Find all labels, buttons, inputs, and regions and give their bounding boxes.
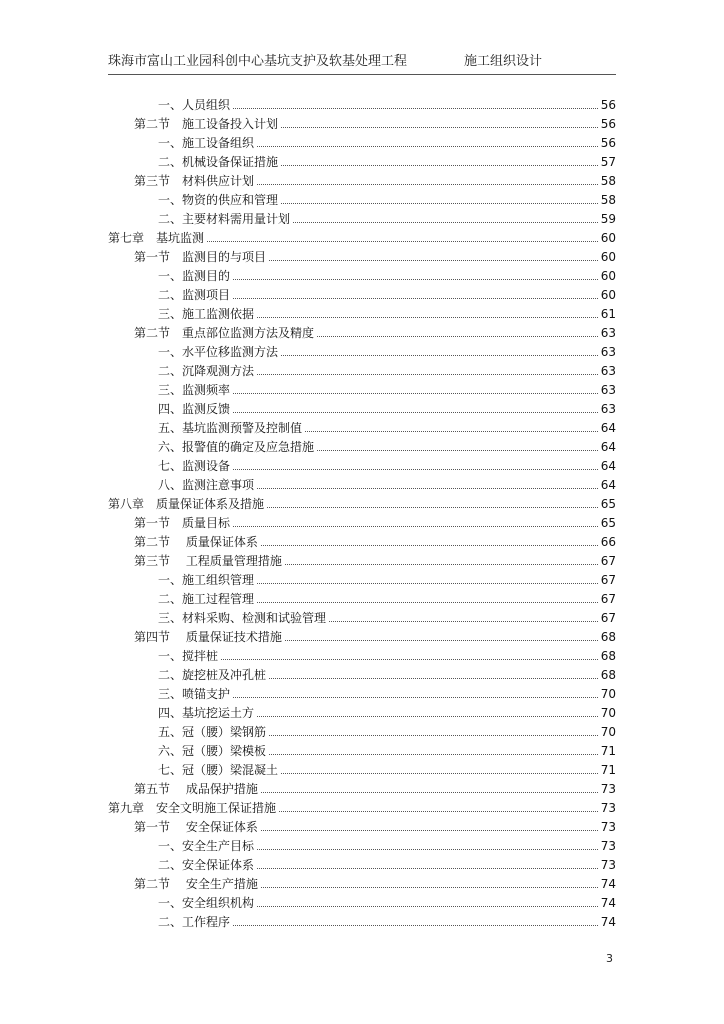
toc-entry[interactable] <box>158 910 616 929</box>
dot-leader <box>207 240 598 242</box>
toc-entry-label: 二、旋挖桩及冲孔桩 <box>158 668 267 682</box>
toc-entry-label: 第一节 质量目标 <box>134 516 231 530</box>
toc-entry[interactable] <box>158 264 616 283</box>
toc-entry[interactable] <box>158 378 616 397</box>
dot-leader <box>317 335 598 337</box>
toc-entry-label: 第二节 施工设备投入计划 <box>134 117 279 131</box>
dot-leader <box>257 867 598 869</box>
toc-entry-page: 64 <box>600 459 616 473</box>
toc-entry-page: 60 <box>600 250 616 264</box>
toc-entry-label: 二、施工过程管理 <box>158 592 255 606</box>
toc-entry-label: 第二节 质量保证体系 <box>134 535 258 549</box>
toc-entry-page: 57 <box>600 155 616 169</box>
toc-entry-label: 一、安全生产目标 <box>158 839 255 853</box>
toc-entry-page: 63 <box>600 402 616 416</box>
dot-leader <box>257 582 598 584</box>
document-type: 施工组织设计 <box>464 54 543 69</box>
dot-leader <box>269 734 598 736</box>
dot-leader <box>261 829 598 831</box>
toc-entry-page: 56 <box>600 117 616 131</box>
toc-entry[interactable] <box>134 872 616 891</box>
dot-leader <box>257 848 598 850</box>
dot-leader <box>257 487 598 489</box>
toc-entry-label: 第八章 质量保证体系及措施 <box>108 497 265 511</box>
toc-entry[interactable] <box>158 150 616 169</box>
toc-entry[interactable] <box>158 188 616 207</box>
toc-entry[interactable] <box>158 359 616 378</box>
toc-entry-label: 一、人员组织 <box>158 98 231 112</box>
dot-leader <box>293 221 598 223</box>
toc-entry-page: 71 <box>600 763 616 777</box>
toc-entry-page: 70 <box>600 725 616 739</box>
toc-entry-label: 二、监测项目 <box>158 288 231 302</box>
toc-entry-page: 74 <box>600 896 616 910</box>
toc-entry-page: 73 <box>600 839 616 853</box>
dot-leader <box>281 164 598 166</box>
toc-entry[interactable] <box>158 131 616 150</box>
toc-entry[interactable] <box>158 207 616 226</box>
toc-entry[interactable] <box>134 511 616 530</box>
toc-entry-page: 63 <box>600 364 616 378</box>
toc-entry[interactable] <box>158 302 616 321</box>
toc-entry-page: 60 <box>600 269 616 283</box>
toc-entry[interactable] <box>158 644 616 663</box>
dot-leader <box>233 411 598 413</box>
toc-entry-label: 二、主要材料需用量计划 <box>158 212 291 226</box>
toc-entry-page: 65 <box>600 516 616 530</box>
dot-leader <box>257 183 598 185</box>
toc-entry[interactable] <box>134 245 616 264</box>
toc-entry[interactable] <box>108 492 616 511</box>
dot-leader <box>233 278 598 280</box>
toc-entry-page: 58 <box>600 193 616 207</box>
dot-leader <box>261 791 598 793</box>
toc-entry-label: 二、安全保证体系 <box>158 858 255 872</box>
dot-leader <box>221 658 598 660</box>
toc-entry[interactable] <box>158 682 616 701</box>
dot-leader <box>233 468 598 470</box>
toc-entry-label: 八、监测注意事项 <box>158 478 255 492</box>
toc-entry-page: 67 <box>600 554 616 568</box>
toc-entry-page: 67 <box>600 592 616 606</box>
toc-entry-page: 66 <box>600 535 616 549</box>
dot-leader <box>233 924 598 926</box>
toc-entry-page: 68 <box>600 649 616 663</box>
page-header <box>108 50 616 72</box>
toc-entry-page: 67 <box>600 573 616 587</box>
toc-entry[interactable] <box>158 397 616 416</box>
toc-entry-label: 一、物资的供应和管理 <box>158 193 279 207</box>
toc-entry-label: 四、基坑挖运土方 <box>158 706 255 720</box>
toc-entry-page: 63 <box>600 383 616 397</box>
toc-entry[interactable] <box>158 416 616 435</box>
toc-entry-label: 第一节 监测目的与项目 <box>134 250 267 264</box>
toc-entry-label: 七、冠（腰）梁混凝土 <box>158 763 279 777</box>
toc-entry-label: 一、安全组织机构 <box>158 896 255 910</box>
dot-leader <box>233 525 598 527</box>
toc-entry-label: 一、搅拌桩 <box>158 649 219 663</box>
dot-leader <box>261 886 598 888</box>
toc-entry-label: 七、监测设备 <box>158 459 231 473</box>
dot-leader <box>281 772 598 774</box>
dot-leader <box>233 696 598 698</box>
toc-entry[interactable] <box>158 663 616 682</box>
toc-entry-page: 67 <box>600 611 616 625</box>
toc-entry[interactable] <box>158 473 616 492</box>
toc-entry[interactable] <box>158 340 616 359</box>
toc-entry-page: 65 <box>600 497 616 511</box>
toc-entry-label: 二、工作程序 <box>158 915 231 929</box>
toc-entry[interactable] <box>158 435 616 454</box>
toc-entry[interactable] <box>158 720 616 739</box>
toc-entry-label: 一、施工组织管理 <box>158 573 255 587</box>
dot-leader <box>269 259 598 261</box>
toc-entry[interactable] <box>134 530 616 549</box>
dot-leader <box>257 373 598 375</box>
dot-leader <box>257 145 598 147</box>
toc-entry-label: 四、监测反馈 <box>158 402 231 416</box>
dot-leader <box>257 316 598 318</box>
dot-leader <box>269 677 598 679</box>
dot-leader <box>279 810 598 812</box>
toc-entry-label: 第九章 安全文明施工保证措施 <box>108 801 277 815</box>
toc-entry-page: 74 <box>600 877 616 891</box>
toc-entry-label: 三、喷锚支护 <box>158 687 231 701</box>
dot-leader <box>317 449 598 451</box>
toc-entry-page: 56 <box>600 136 616 150</box>
toc-entry-page: 71 <box>600 744 616 758</box>
toc-entry-label: 第七章 基坑监测 <box>108 231 205 245</box>
toc-entry[interactable] <box>134 777 616 796</box>
toc-entry-page: 61 <box>600 307 616 321</box>
toc-entry-label: 第四节 质量保证技术措施 <box>134 630 282 644</box>
toc-entry-label: 三、施工监测依据 <box>158 307 255 321</box>
toc-entry-label: 三、材料采购、检测和试验管理 <box>158 611 327 625</box>
project-title: 珠海市富山工业园科创中心基坑支护及软基处理工程 <box>108 54 408 69</box>
toc-entry-page: 73 <box>600 820 616 834</box>
toc-entry-page: 73 <box>600 801 616 815</box>
toc-entry-page: 64 <box>600 421 616 435</box>
dot-leader <box>285 563 598 565</box>
toc-entry-label: 第一节 安全保证体系 <box>134 820 258 834</box>
dot-leader <box>267 506 598 508</box>
toc-entry-label: 三、监测频率 <box>158 383 231 397</box>
toc-entry[interactable] <box>134 169 616 188</box>
toc-entry-label: 六、报警值的确定及应急措施 <box>158 440 315 454</box>
dot-leader <box>269 753 598 755</box>
toc-entry-page: 68 <box>600 630 616 644</box>
toc-entry[interactable] <box>158 93 616 112</box>
dot-leader <box>233 107 598 109</box>
toc-entry[interactable] <box>108 226 616 245</box>
toc-entry[interactable] <box>108 796 616 815</box>
toc-entry-page: 70 <box>600 706 616 720</box>
toc-entry-label: 第二节 安全生产措施 <box>134 877 258 891</box>
dot-leader <box>329 620 598 622</box>
toc-entry[interactable] <box>134 815 616 834</box>
toc-entry-label: 二、沉降观测方法 <box>158 364 255 378</box>
toc-entry-page: 64 <box>600 440 616 454</box>
toc-entry-label: 第三节 材料供应计划 <box>134 174 255 188</box>
toc-entry-label: 一、水平位移监测方法 <box>158 345 279 359</box>
toc-entry-label: 五、冠（腰）梁钢筋 <box>158 725 267 739</box>
toc-entry[interactable] <box>158 283 616 302</box>
toc-entry-page: 63 <box>600 326 616 340</box>
toc-entry-page: 74 <box>600 915 616 929</box>
toc-entry-label: 一、施工设备组织 <box>158 136 255 150</box>
dot-leader <box>285 639 598 641</box>
dot-leader <box>257 905 598 907</box>
toc-entry[interactable] <box>158 758 616 777</box>
toc-entry-label: 六、冠（腰）梁模板 <box>158 744 267 758</box>
toc-entry-page: 60 <box>600 231 616 245</box>
toc-entry-label: 一、监测目的 <box>158 269 231 283</box>
toc-entry-page: 68 <box>600 668 616 682</box>
dot-leader <box>233 297 598 299</box>
dot-leader <box>233 392 598 394</box>
toc-entry[interactable] <box>158 834 616 853</box>
dot-leader <box>281 202 598 204</box>
toc-entry[interactable] <box>134 549 616 568</box>
toc-entry-page: 70 <box>600 687 616 701</box>
toc-entry[interactable] <box>158 454 616 473</box>
toc-entry[interactable] <box>158 853 616 872</box>
dot-leader <box>261 544 598 546</box>
toc-entry-label: 二、机械设备保证措施 <box>158 155 279 169</box>
dot-leader <box>305 430 598 432</box>
toc-entry-label: 五、基坑监测预警及控制值 <box>158 421 303 435</box>
toc-entry[interactable] <box>158 891 616 910</box>
toc-entry-page: 58 <box>600 174 616 188</box>
toc-entry-page: 64 <box>600 478 616 492</box>
toc-entry[interactable] <box>158 739 616 758</box>
dot-leader <box>257 601 598 603</box>
toc-entry-page: 56 <box>600 98 616 112</box>
toc-entry-page: 59 <box>600 212 616 226</box>
toc-entry[interactable] <box>134 625 616 644</box>
toc-entry[interactable] <box>158 606 616 625</box>
toc-entry[interactable] <box>134 112 616 131</box>
toc-entry-label: 第三节 工程质量管理措施 <box>134 554 282 568</box>
toc-entry-page: 73 <box>600 782 616 796</box>
toc-entry[interactable] <box>158 701 616 720</box>
dot-leader <box>281 126 598 128</box>
toc-entry[interactable] <box>158 568 616 587</box>
toc-entry[interactable] <box>158 587 616 606</box>
toc-entry-page: 60 <box>600 288 616 302</box>
dot-leader <box>257 715 598 717</box>
toc-entry-label: 第五节 成品保护措施 <box>134 782 258 796</box>
toc-entry-page: 63 <box>600 345 616 359</box>
page-number: 3 <box>606 952 613 965</box>
header-divider <box>108 74 616 75</box>
toc-entry-label: 第二节 重点部位监测方法及精度 <box>134 326 315 340</box>
toc-entry-page: 73 <box>600 858 616 872</box>
dot-leader <box>281 354 598 356</box>
toc-entry[interactable] <box>134 321 616 340</box>
